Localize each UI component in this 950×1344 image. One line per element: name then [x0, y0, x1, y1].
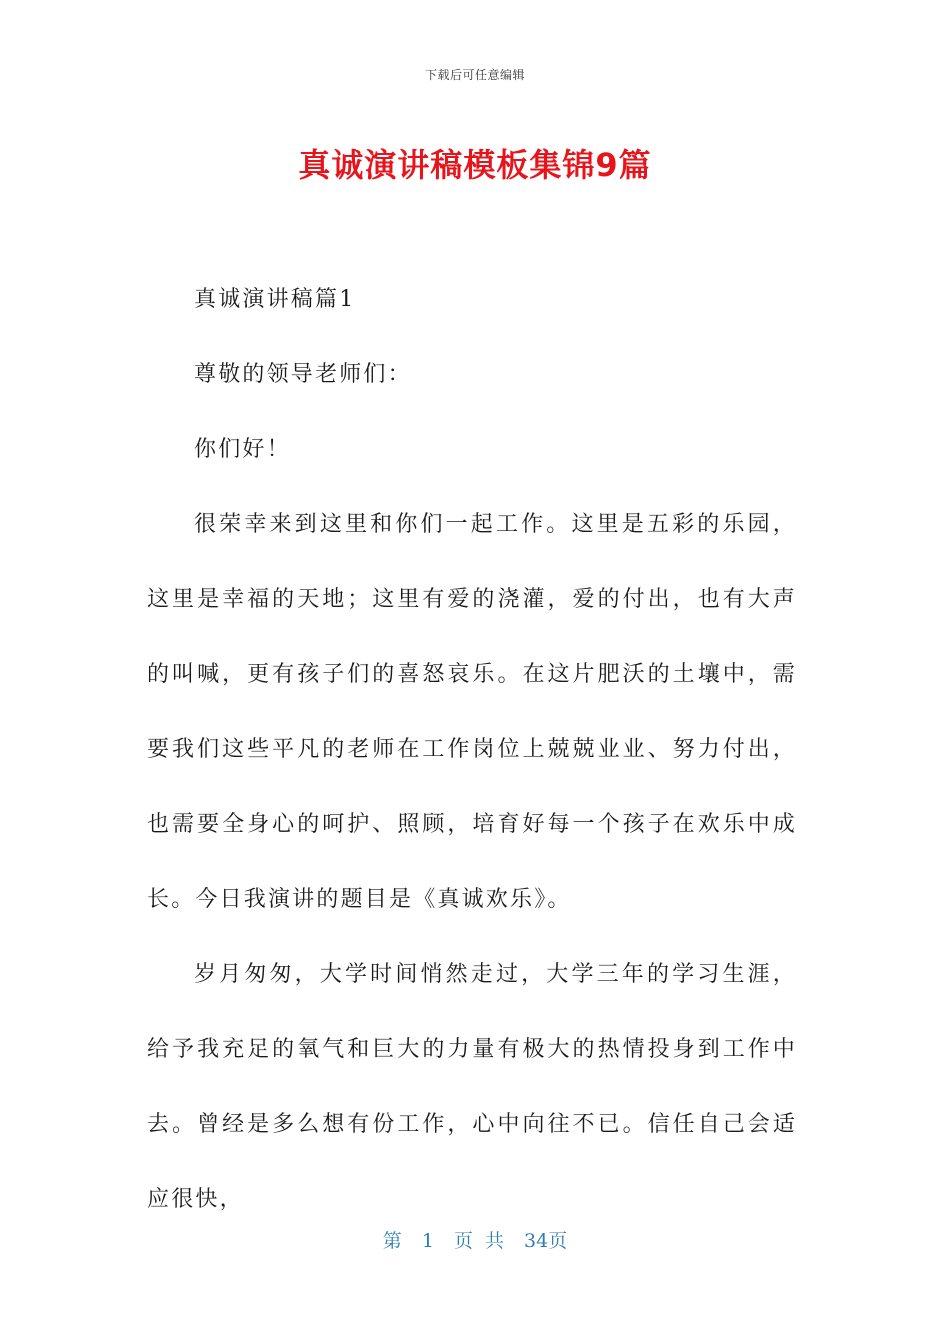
document-body [147, 262, 797, 1237]
footer-total-pages: 34页 [524, 1230, 568, 1252]
body-paragraph: 很荣幸来到这里和你们一起工作。这里是五彩的乐园，这里是幸福的天地；这里有爱的浇灌，爱的付出，也有大声的叫喊，更有孩子们的喜怒哀乐。在这片肥沃的土壤中，需要我们这些平凡的老师在工作岗位上兢兢业业、努力付出，也需要全身心的呵护、照顾，培育好每一个孩子在欢乐中成长。今日我演讲的题目是《真诚欢乐》。 [147, 512, 797, 912]
body-paragraph: 岁月匆匆，大学时间悄然走过，大学三年的学习生涯，给予我充足的氧气和巨大的力量有极大的热情投身到工作中去。曾经是多么想有份工作，心中向往不已。信任自己会适应很快， [147, 962, 797, 1212]
greeting: 你们好！ [194, 437, 291, 462]
document-title: 真诚演讲稿模板集锦9篇 [298, 146, 652, 184]
footer-page-number: 1 [421, 1230, 434, 1252]
footer-prefix: 第 [382, 1230, 402, 1252]
salutation: 尊敬的领导老师们： [194, 362, 412, 387]
page-footer [0, 1226, 950, 1253]
section-heading: 真诚演讲稿篇1 [194, 287, 356, 312]
footer-middle: 页 共 [453, 1230, 504, 1252]
header-note: 下载后可任意编辑 [424, 68, 525, 82]
